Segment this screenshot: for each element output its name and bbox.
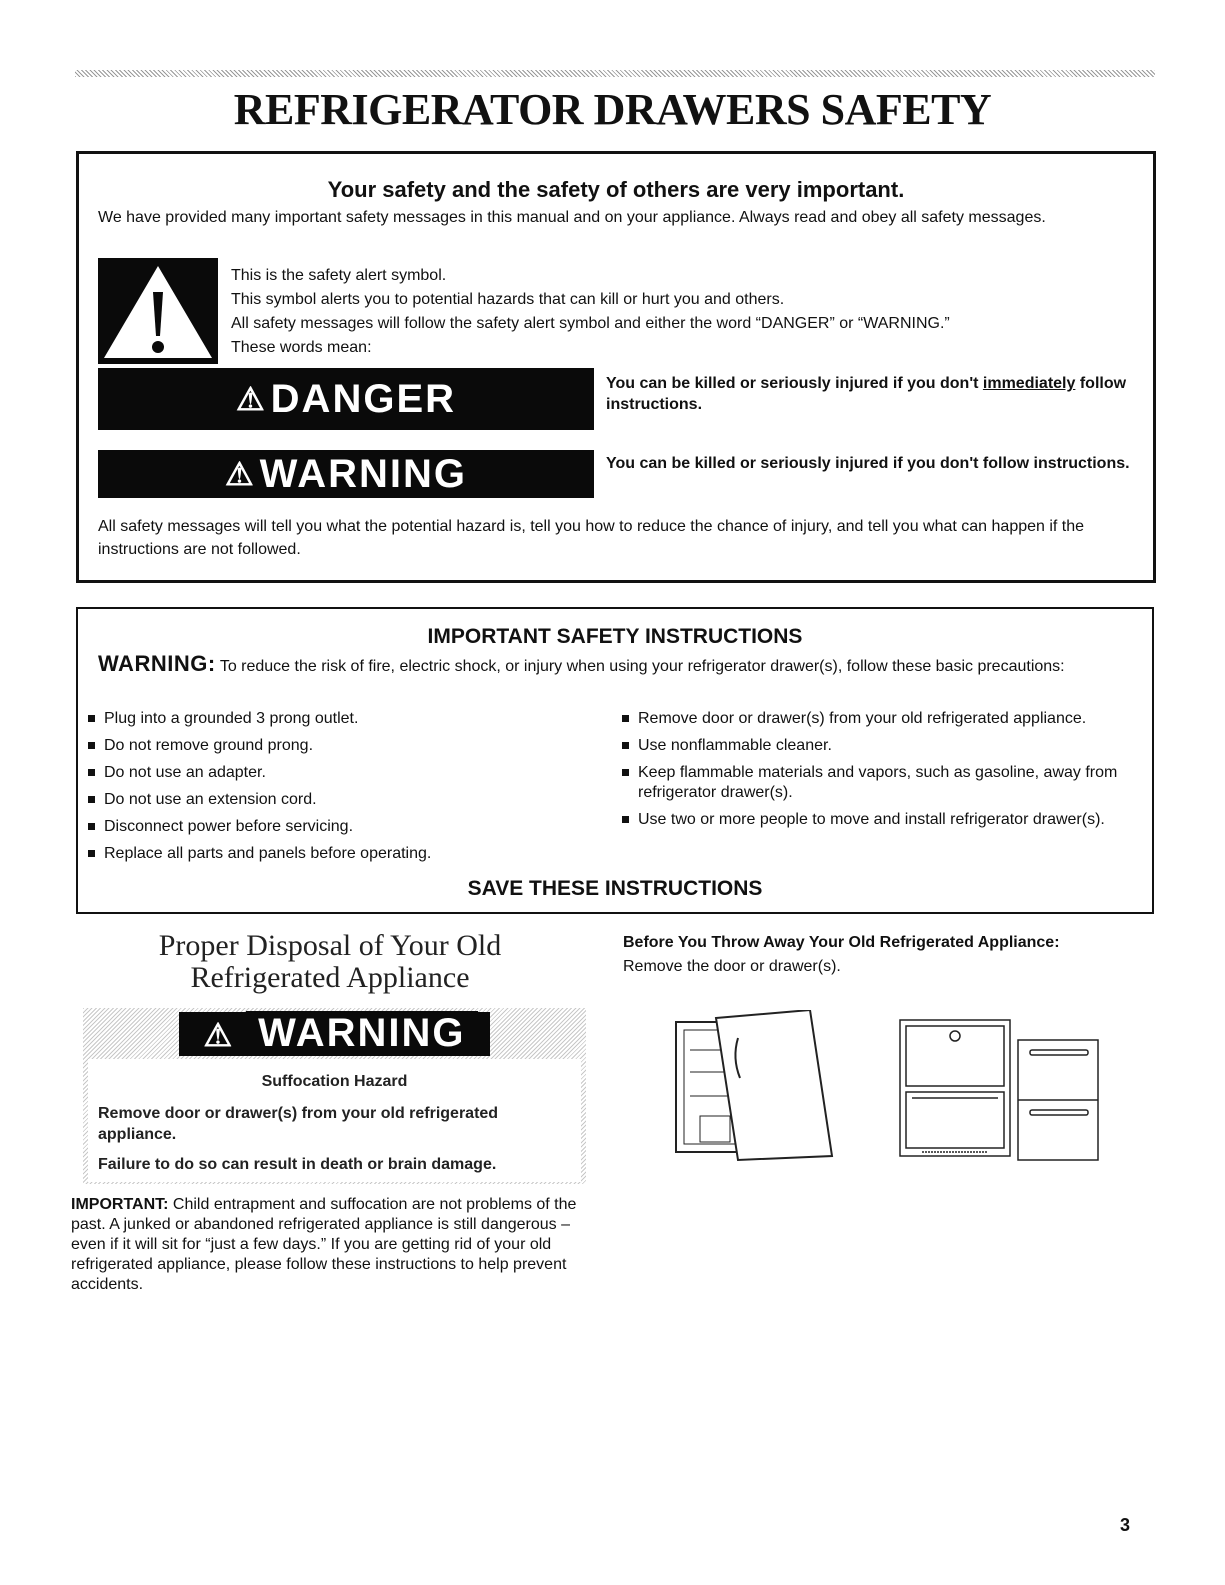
- safety-intro: We have provided many important safety messages in this manual and on your appliance. Always read and obey all safety messages.: [98, 209, 1046, 226]
- safety-heading: Your safety and the safety of others are very important.: [327, 177, 905, 202]
- warning-label: WARNING: [246, 1011, 477, 1055]
- header-rule: [75, 70, 1155, 77]
- warning-triangle-icon: ⚠: [224, 456, 256, 492]
- list-item: Plug into a grounded 3 prong outlet.: [86, 709, 586, 729]
- warning-banner: [98, 450, 594, 498]
- alert-line: This is the safety alert symbol.: [231, 267, 447, 284]
- important-label: IMPORTANT:: [71, 1196, 169, 1213]
- danger-emphasis: immediately: [982, 375, 1076, 392]
- list-item: Do not use an adapter.: [86, 763, 586, 783]
- list-item: Keep flammable materials and vapors, such as gasoline, away from refrigerator drawer(s).: [620, 763, 1120, 803]
- bullet-icon: [88, 850, 95, 857]
- disposal-title-line: Refrigerated Appliance: [190, 961, 470, 994]
- danger-label: DANGER: [270, 376, 457, 421]
- disposal-title-line: Proper Disposal of Your Old: [158, 929, 502, 962]
- list-item: Disconnect power before servicing.: [86, 817, 586, 837]
- warning-triangle-icon: ⚠: [235, 381, 267, 417]
- bullet-icon: [88, 742, 95, 749]
- disposal-title: [75, 930, 585, 994]
- bullet-icon: [88, 796, 95, 803]
- warning-triangle-icon: ⚠: [191, 1017, 246, 1053]
- bullet-icon: [622, 715, 629, 722]
- bullet-icon: [622, 742, 629, 749]
- list-item: Use two or more people to move and install refrigerator drawer(s).: [620, 810, 1120, 830]
- important-note: IMPORTANT: Child entrapment and suffocation are not problems of the past. A junked or abandoned refrigerated appliance is still dangerous – even if it will sit for “just a few days.” If you are getting rid of your old refrigerated appliance, please follow these instructions to help prevent accidents.: [71, 1196, 577, 1293]
- suffocation-warning-box: [83, 1008, 586, 1184]
- warning-definition: You can be killed or seriously injured if you don't follow instructions.: [606, 455, 1130, 472]
- danger-definition: You can be killed or seriously injured if you don't immediately follow instructions.: [606, 375, 1127, 413]
- page-title: REFRIGERATOR DRAWERS SAFETY: [233, 85, 992, 134]
- alert-description: [231, 264, 1101, 360]
- alert-line: All safety messages will follow the safety alert symbol and either the word “DANGER” or “WARNING.”: [231, 315, 950, 332]
- appliance-illustration: [660, 1010, 1120, 1170]
- warning-body: [88, 1059, 581, 1182]
- save-instructions: SAVE THESE INSTRUCTIONS: [467, 877, 763, 900]
- warning-banner: [83, 1011, 586, 1057]
- safety-footer: All safety messages will tell you what the potential hazard is, tell you how to reduce the chance of injury, and tell you what can happen if the instructions are not followed.: [98, 518, 1085, 558]
- warning-word: WARNING:: [98, 651, 216, 676]
- precautions-list-left: [86, 709, 586, 871]
- bullet-icon: [88, 823, 95, 830]
- instructions-box: [76, 607, 1154, 914]
- list-item: Remove door or drawer(s) from your old refrigerated appliance.: [620, 709, 1120, 729]
- refrigerator-door-removed-drawing: [676, 1010, 832, 1160]
- bullet-icon: [622, 816, 629, 823]
- list-item: Replace all parts and panels before operating.: [86, 844, 586, 864]
- safety-box: [76, 151, 1156, 583]
- instructions-warning: WARNING: To reduce the risk of fire, electric shock, or injury when using your refrigerator drawer(s), follow these basic precautions:: [98, 651, 1065, 676]
- alert-line: This symbol alerts you to potential hazards that can kill or hurt you and others.: [231, 291, 785, 308]
- before-title: Before You Throw Away Your Old Refrigerated Appliance:: [623, 934, 1060, 951]
- page-number: 3: [1120, 1515, 1131, 1535]
- warning-label: WARNING: [259, 451, 467, 496]
- danger-banner: [98, 368, 594, 430]
- instructions-title: IMPORTANT SAFETY INSTRUCTIONS: [427, 625, 803, 648]
- bullet-icon: [622, 769, 629, 776]
- safety-alert-icon: [98, 258, 218, 364]
- bullet-icon: [88, 769, 95, 776]
- precautions-list-right: [620, 709, 1120, 837]
- list-item: Do not remove ground prong.: [86, 736, 586, 756]
- bullet-icon: [88, 715, 95, 722]
- hazard-title: Suffocation Hazard: [261, 1073, 408, 1090]
- drawer-unit-drawing: [900, 1020, 1098, 1160]
- hazard-consequence: Failure to do so can result in death or brain damage.: [98, 1156, 497, 1173]
- alert-line: These words mean:: [231, 339, 372, 356]
- list-item: Use nonflammable cleaner.: [620, 736, 1120, 756]
- list-item: Do not use an extension cord.: [86, 790, 586, 810]
- before-subtitle: Remove the door or drawer(s).: [623, 958, 841, 975]
- hazard-instruction: Remove door or drawer(s) from your old refrigerated appliance.: [98, 1105, 499, 1143]
